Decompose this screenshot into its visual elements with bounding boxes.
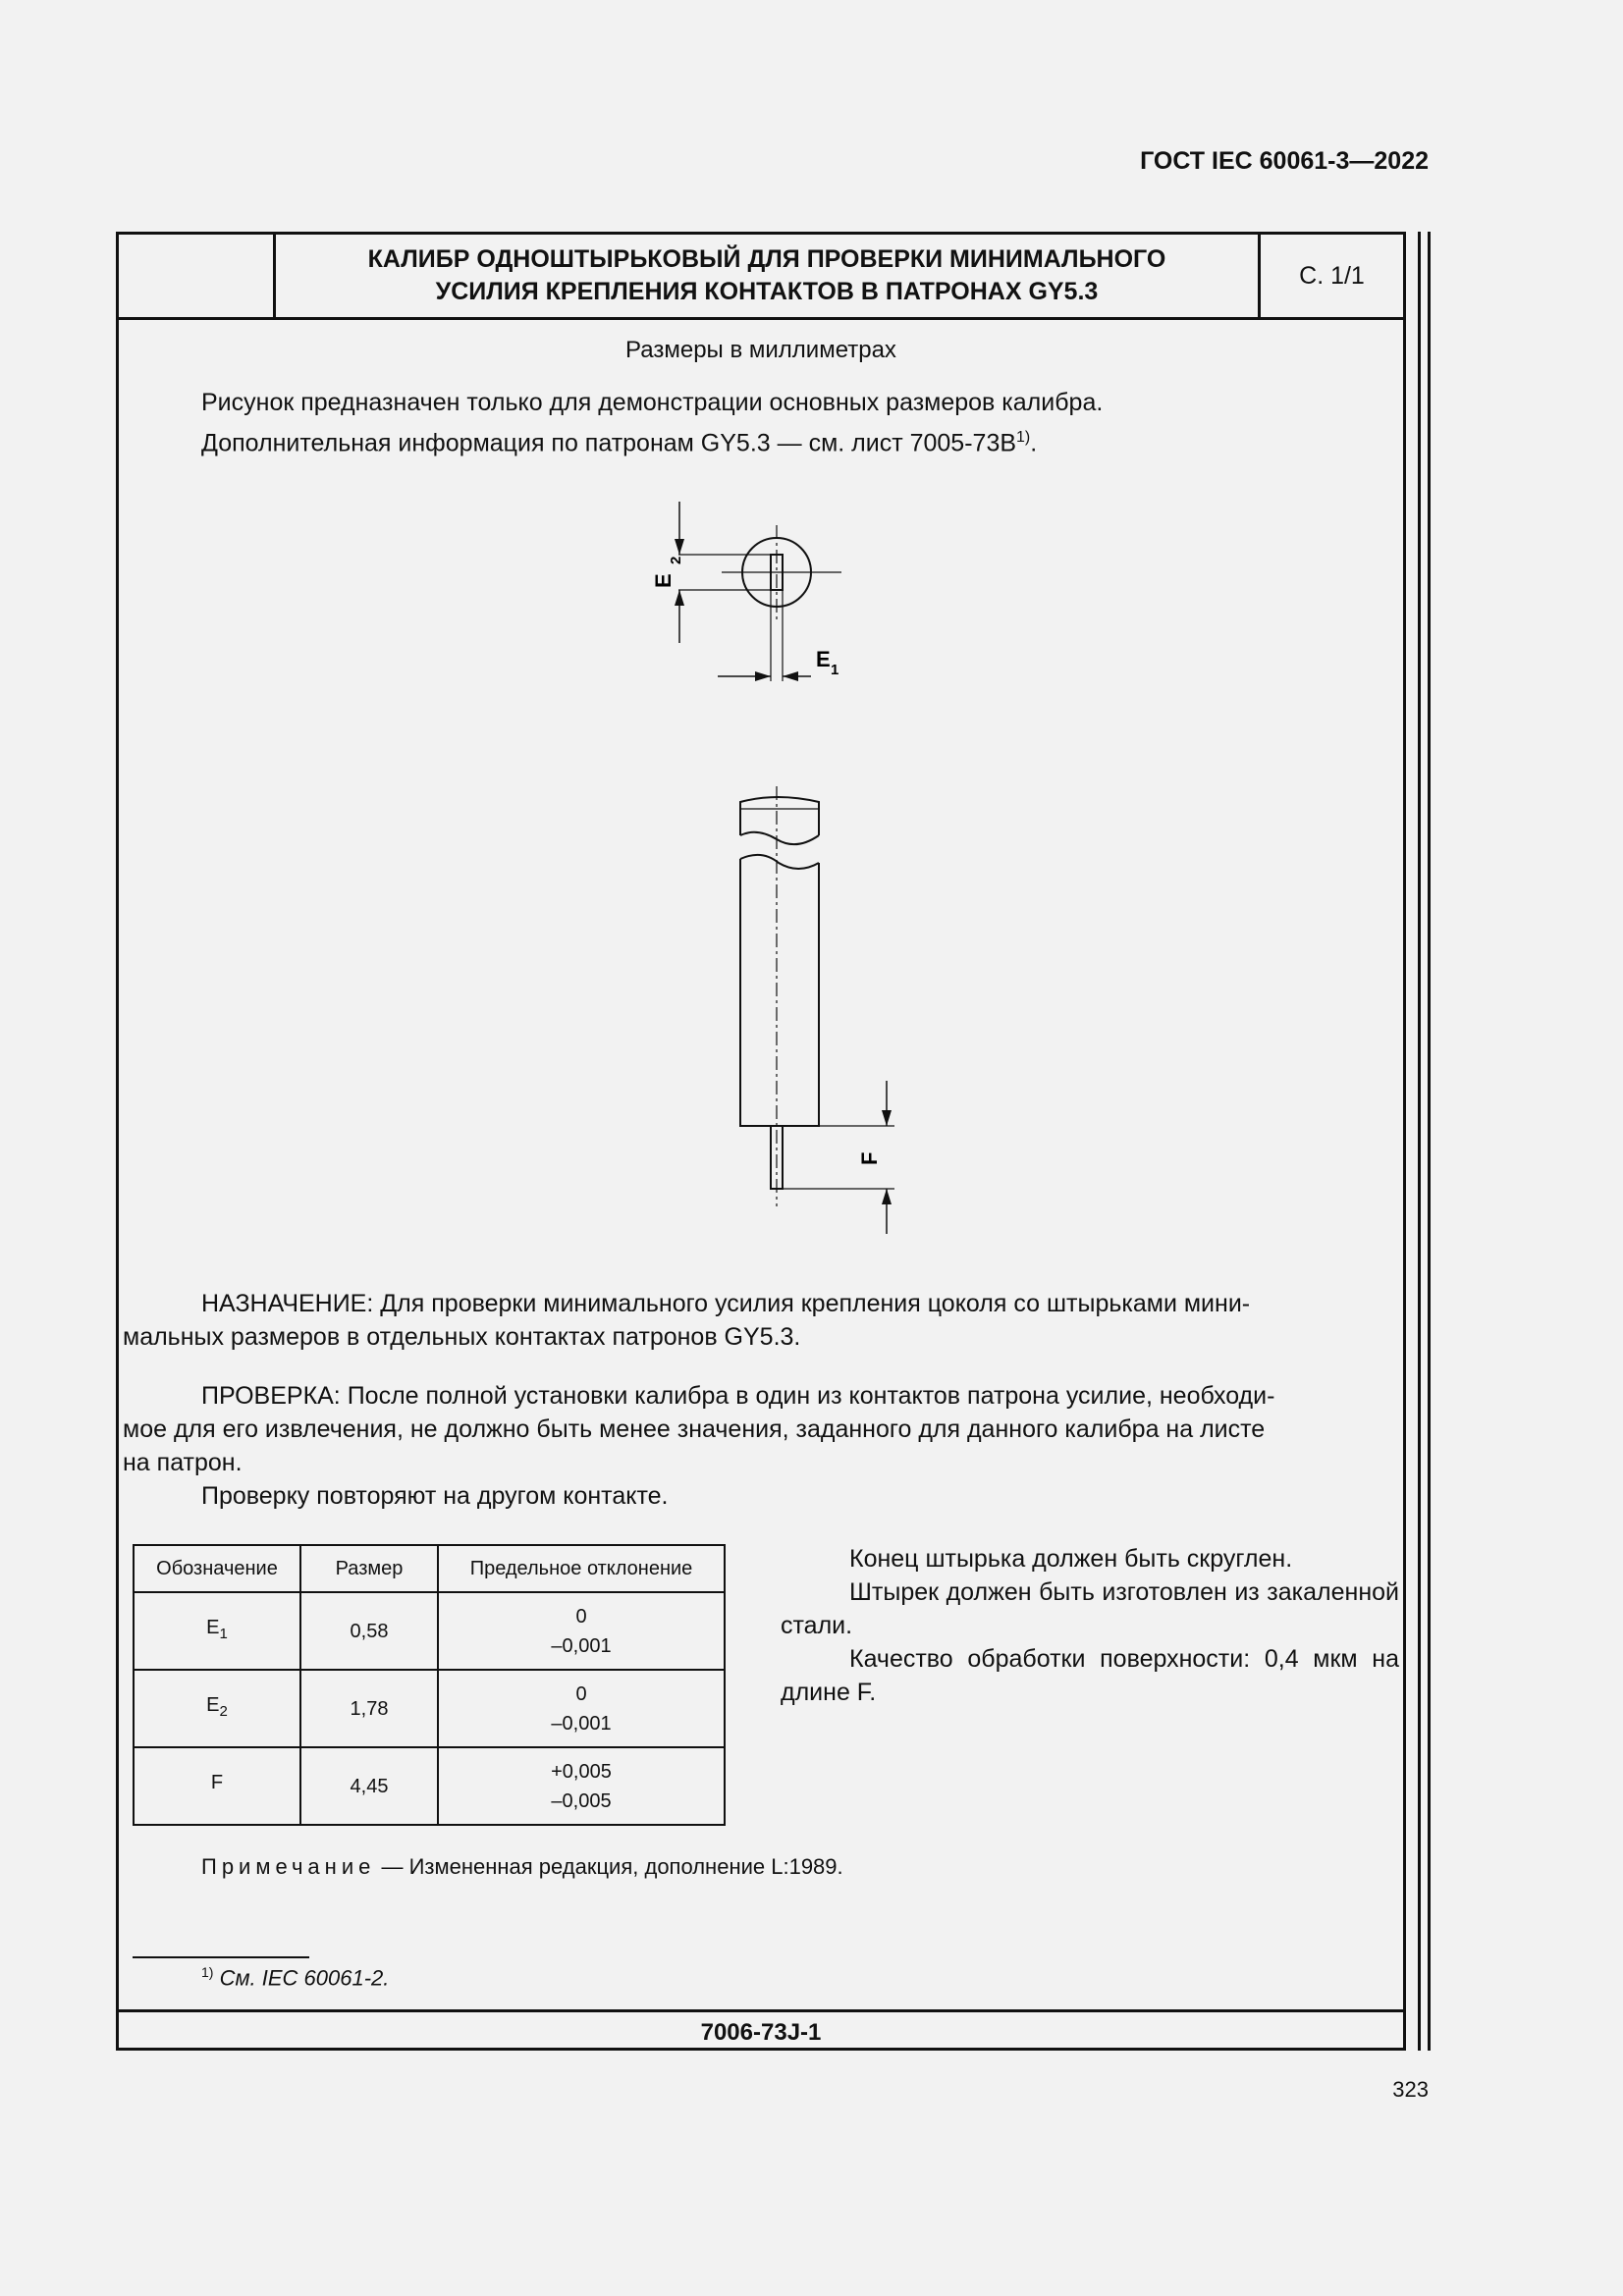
side-note: Штырек должен быть изготовлен из закаленной стали. [781, 1578, 1399, 1639]
col-size-header: Размер [300, 1545, 438, 1592]
frame-double-line-2 [1428, 232, 1431, 2051]
sheet-title-line-1: КАЛИБР ОДНОШТЫРЬКОВЫЙ ДЛЯ ПРОВЕРКИ МИНИМАЛЬНОГО [367, 245, 1166, 273]
deviation-lower: –0,005 [551, 1789, 612, 1812]
table-row [134, 1592, 725, 1670]
row-deviation [438, 1670, 725, 1747]
sheet-code: 7006-73J-1 [119, 2009, 1403, 2054]
deviation-upper: 0 [575, 1682, 587, 1705]
f-arrow-top [882, 1110, 892, 1126]
e1-arrow-left [755, 671, 771, 681]
e2-arrow-bottom [675, 590, 684, 606]
check-line-2: мое для его извлечения, не должно быть менее значения, заданного для данного калибра на листе [123, 1415, 1266, 1443]
deviation-lower: –0,001 [551, 1634, 612, 1657]
side-note: Конец штырька должен быть скруглен. [849, 1545, 1293, 1573]
sheet-title-line-2: УСИЛИЯ КРЕПЛЕНИЯ КОНТАКТОВ В ПАТРОНАХ GY5.3 [435, 278, 1099, 305]
row-deviation [438, 1592, 725, 1670]
deviation-upper: +0,005 [551, 1760, 612, 1783]
f-label: F [857, 1151, 882, 1165]
col-deviation-header: Предельное отклонение [438, 1545, 725, 1592]
row-size: 0,58 [300, 1592, 438, 1670]
table-row [134, 1747, 725, 1825]
sheet-page: С. 1/1 [1299, 261, 1365, 290]
check-paragraph [123, 1379, 1399, 1513]
row-size: 4,45 [300, 1747, 438, 1825]
break-line-lower [740, 855, 819, 869]
purpose-line-1: НАЗНАЧЕНИЕ: Для проверки минимального усилия крепления цоколя со штырьками мини- [201, 1290, 1251, 1317]
row-symbol [134, 1747, 300, 1825]
row-size: 1,78 [300, 1670, 438, 1747]
deviation-lower: –0,001 [551, 1712, 612, 1735]
intro-line-1: Рисунок предназначен только для демонстрации основных размеров калибра. [201, 389, 1104, 416]
e2-label: E [651, 573, 676, 588]
side-note: Качество обработки поверхности: 0,4 мкм на длине F. [781, 1645, 1399, 1706]
e1-arrow-right [783, 671, 798, 681]
units-caption: Размеры в миллиметрах [625, 337, 896, 363]
purpose-line-2: мальных размеров в отдельных контактах патронов GY5.3. [123, 1323, 801, 1351]
e2-arrow-top [675, 539, 684, 555]
note-text: — Измененная редакция, дополнение L:1989. [375, 1854, 843, 1879]
e1-label: E [816, 647, 831, 671]
note [201, 1854, 843, 1880]
frame-double-line-1 [1418, 232, 1421, 2051]
intro-line-2-end: . [1030, 429, 1038, 457]
intro-line-2-text: Дополнительная информация по патронам GY5.3 — см. лист 7005-73B [201, 429, 1017, 457]
check-line-4: Проверку повторяют на другом контакте. [201, 1482, 669, 1510]
footnote [201, 1964, 389, 1991]
dimensions-table [133, 1544, 726, 1826]
row-deviation [438, 1747, 725, 1825]
row-symbol [134, 1592, 300, 1670]
body-lower-segment [740, 859, 819, 1126]
symbol-letter: E [206, 1694, 220, 1716]
table-row [134, 1670, 725, 1747]
symbol-letter: F [210, 1772, 224, 1793]
page-number: 323 [1392, 2077, 1429, 2102]
body-top-segment [740, 797, 819, 835]
symbol-subscript: 2 [219, 1703, 228, 1720]
side-notes [781, 1542, 1399, 1709]
footnote-rule [133, 1956, 309, 1958]
e1-label-sub: 1 [831, 662, 839, 678]
standard-designation: ГОСТ IEC 60061-3—2022 [1140, 147, 1429, 175]
gauge-side-view [740, 786, 894, 1234]
col-symbol-header: Обозначение [134, 1545, 300, 1592]
break-line-upper [740, 832, 819, 844]
check-line-1: ПРОВЕРКА: После полной установки калибра в один из контактов патрона усилие, необходи- [201, 1382, 1275, 1410]
intro-footnote-ref: 1) [1016, 429, 1031, 446]
table-header-row [134, 1545, 725, 1592]
check-line-3: на патрон. [123, 1449, 243, 1476]
purpose-paragraph [123, 1287, 1399, 1354]
footnote-text: См. IEC 60061-2. [213, 1965, 390, 1991]
sheet-frame [116, 232, 1406, 2051]
footnote-mark: 1) [201, 1964, 214, 1980]
row-symbol [134, 1670, 300, 1747]
f-arrow-bottom [882, 1189, 892, 1204]
note-prefix: Примечание [201, 1854, 376, 1879]
symbol-subscript: 1 [219, 1626, 228, 1642]
deviation-upper: 0 [575, 1605, 587, 1628]
e2-label-sub: 2 [668, 556, 684, 564]
symbol-letter: E [206, 1617, 220, 1638]
